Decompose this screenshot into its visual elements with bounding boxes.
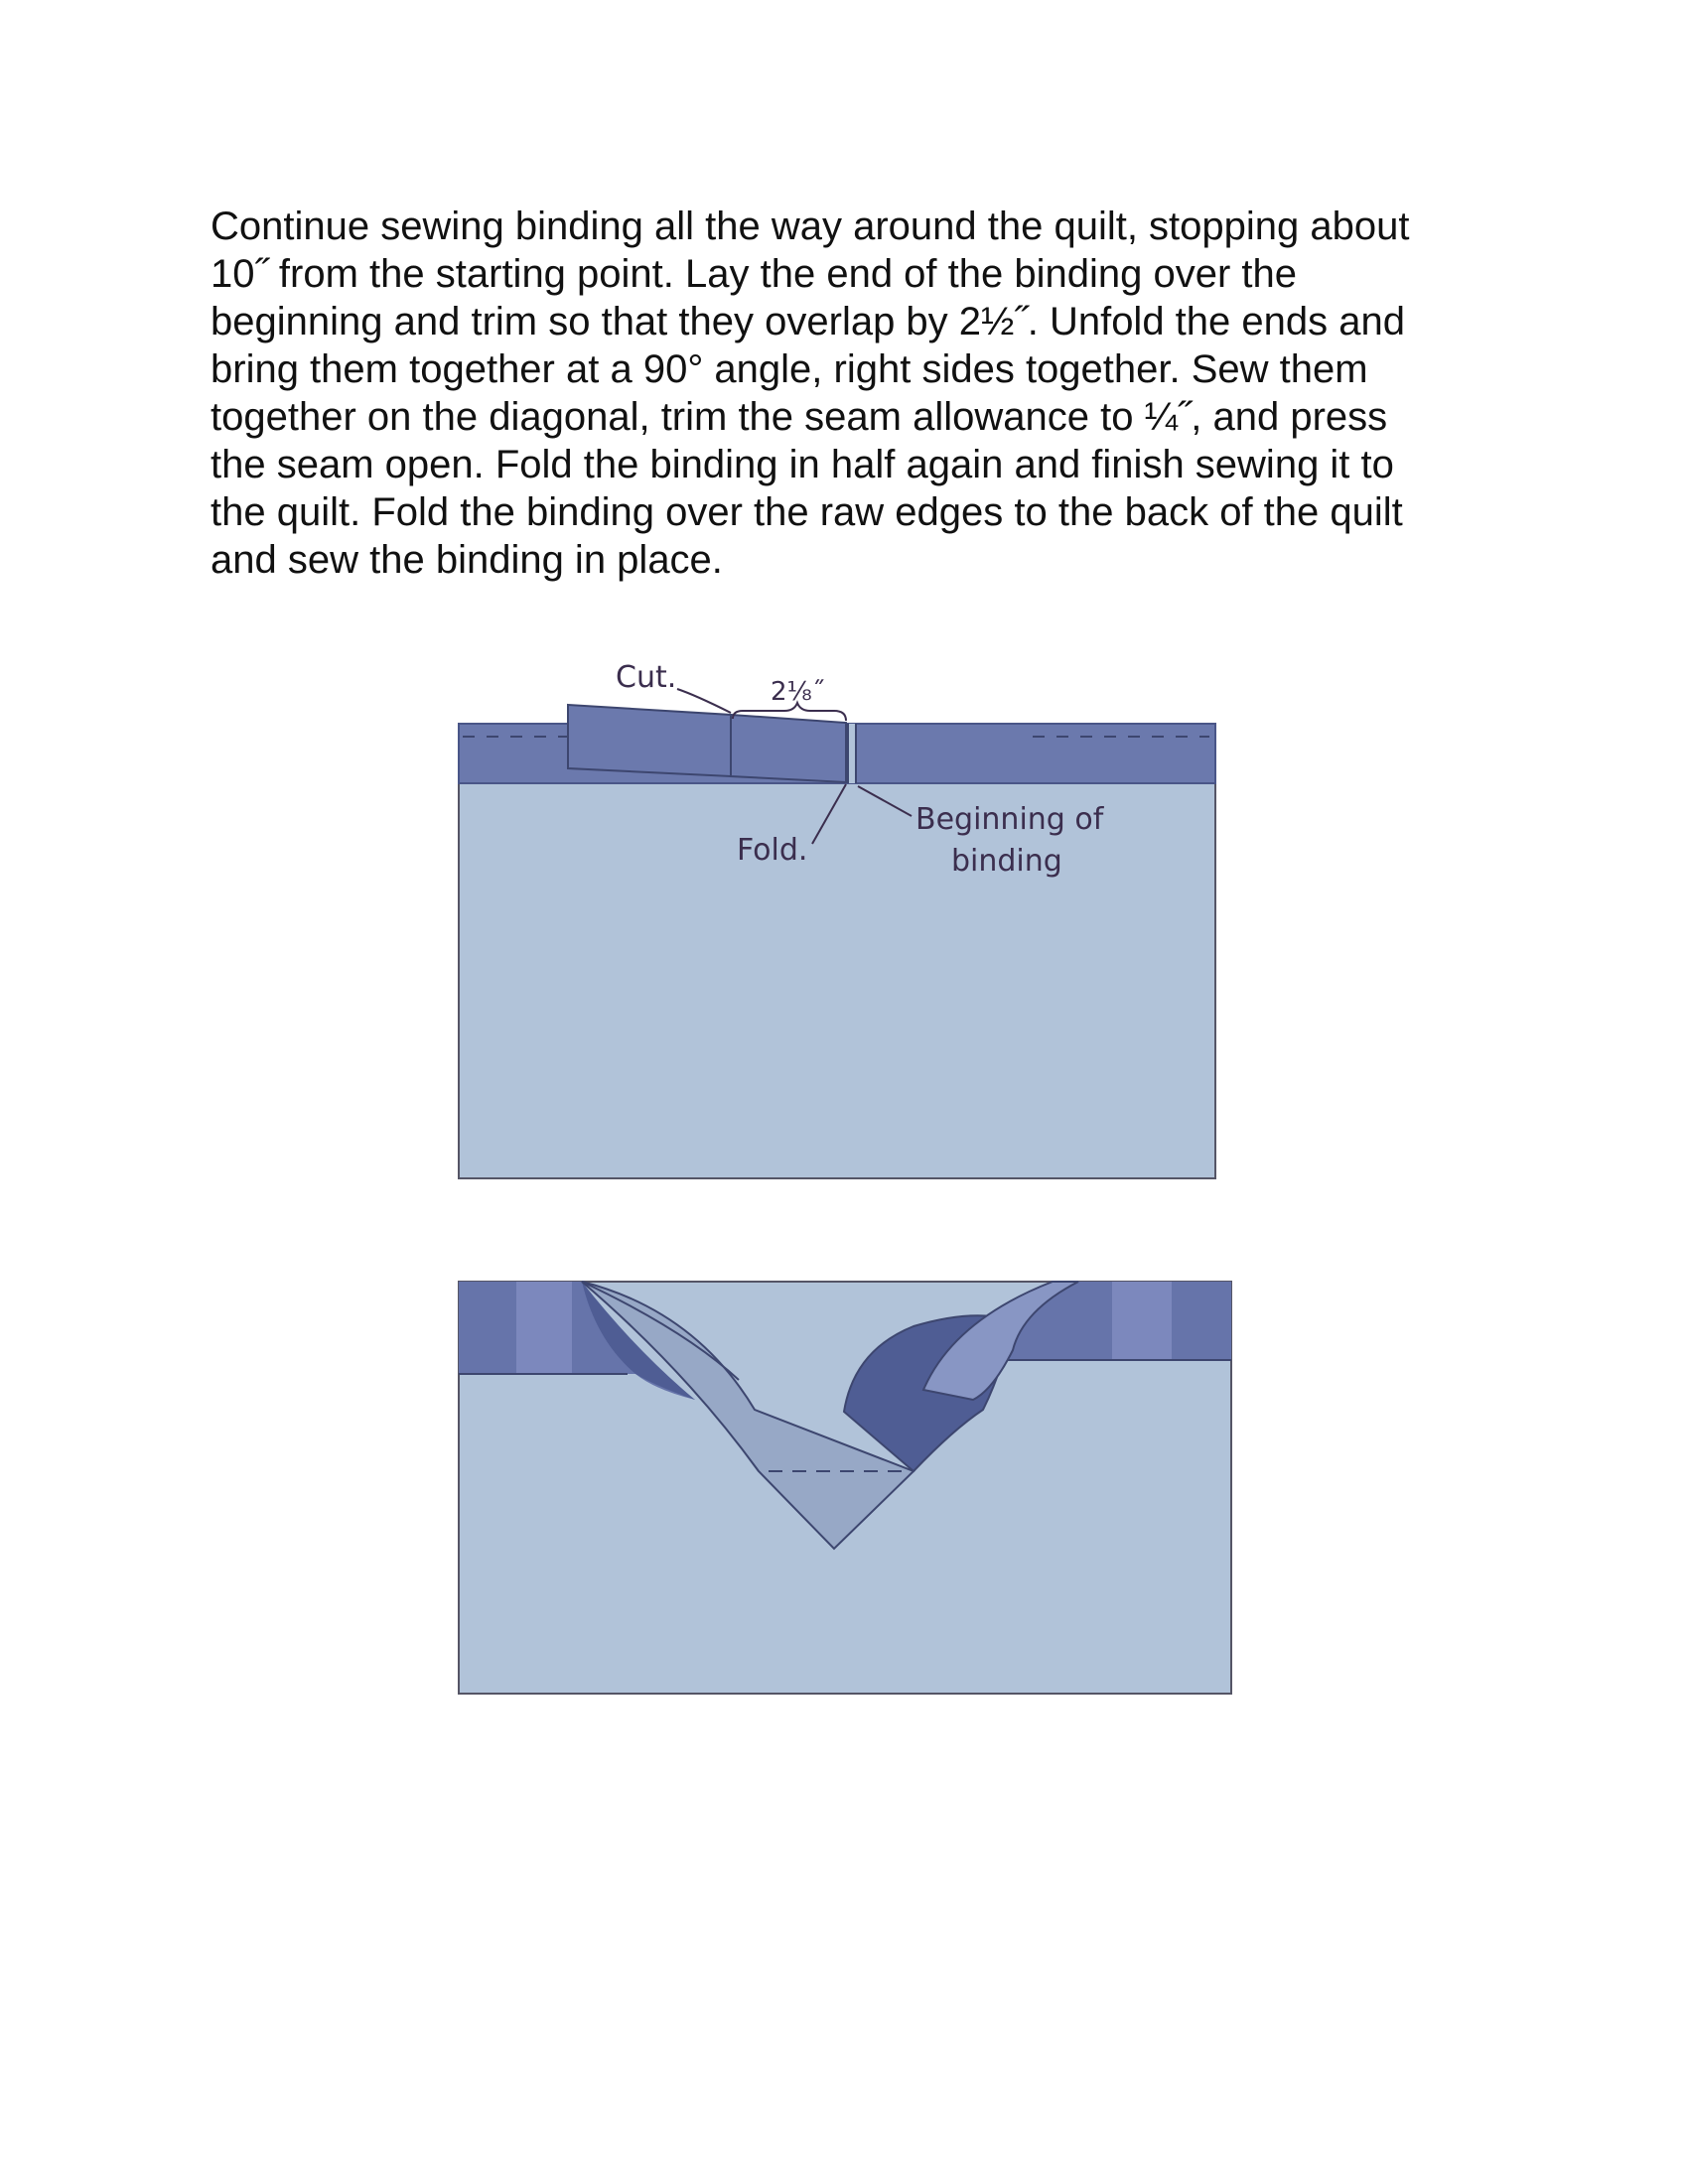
beginning-label-line2: binding <box>951 844 1062 879</box>
instruction-line: beginning and trim so that they overlap by 2½˝. Unfold the ends and <box>211 300 1405 343</box>
instruction-line: 10˝ from the starting point. Lay the end of the binding over the <box>211 252 1298 296</box>
binding-end-folded <box>731 715 846 782</box>
measurement-label: 2⅛˝ <box>771 677 825 707</box>
cut-label: Cut. <box>616 660 677 695</box>
binding-join-diagram <box>459 1282 1231 1694</box>
fold-label: Fold. <box>737 833 808 868</box>
instruction-line: together on the diagonal, trim the seam allowance to ¼˝, and press <box>211 395 1388 439</box>
instruction-line: the quilt. Fold the binding over the raw edges to the back of the quilt <box>211 490 1403 534</box>
binding-gap <box>848 724 856 783</box>
beginning-label-line1: Beginning of <box>915 802 1104 837</box>
cut-leader-line <box>677 689 731 713</box>
instruction-line: the seam open. Fold the binding in half again and finish sewing it to <box>211 443 1394 486</box>
instruction-line: bring them together at a 90° angle, right sides together. Sew them <box>211 347 1368 391</box>
binding-shade-right <box>1112 1282 1172 1360</box>
instruction-line: Continue sewing binding all the way around the quilt, stopping about <box>211 205 1410 248</box>
quilt-panel <box>459 724 1215 1178</box>
instruction-line: and sew the binding in place. <box>211 538 723 582</box>
binding-end-overlap <box>568 705 731 776</box>
binding-shade-left <box>516 1282 572 1374</box>
